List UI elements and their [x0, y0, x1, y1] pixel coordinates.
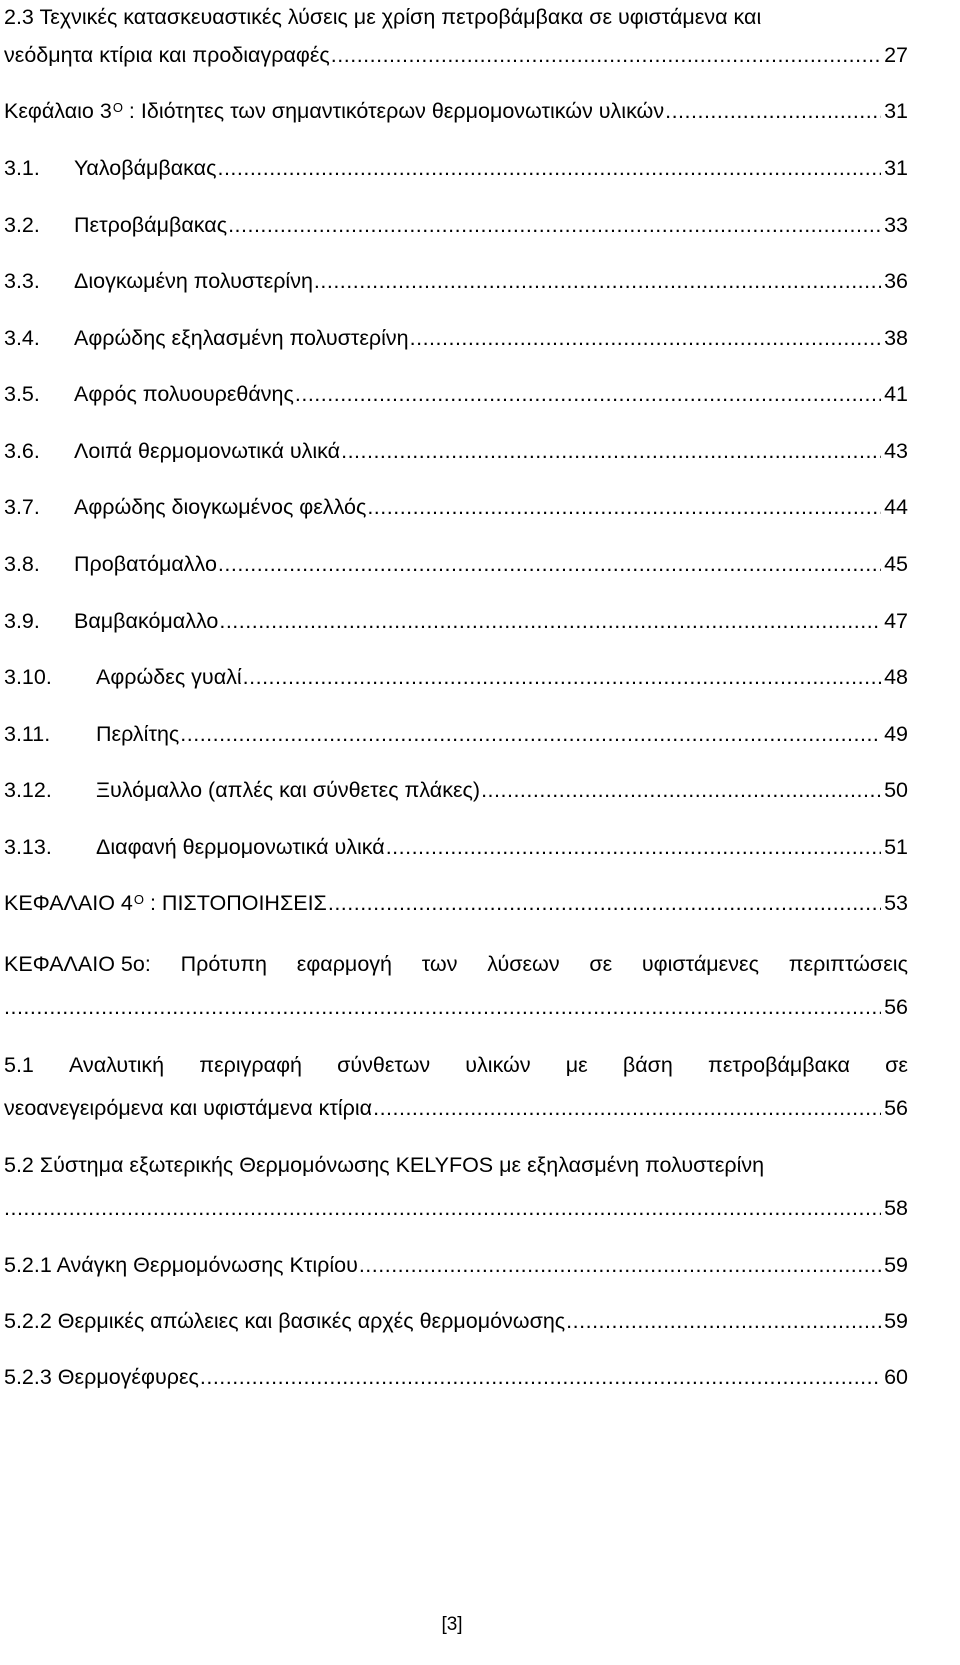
toc-entry-title: Αφρός πολυουρεθάνης: [74, 382, 294, 406]
leader-dots: [217, 153, 881, 183]
toc-entry-3-9[interactable]: [4, 606, 908, 636]
word: Πρότυπη: [180, 952, 268, 976]
leader-dots: [341, 436, 881, 466]
toc-entry-3-10[interactable]: [4, 662, 908, 692]
chapter-label: Κεφάλαιο 3: [4, 99, 112, 123]
toc-entry-5-2-3[interactable]: [4, 1362, 908, 1392]
toc-entry-5-2-1[interactable]: [4, 1250, 908, 1280]
toc-entry-number: 3.3.: [4, 269, 40, 293]
toc-entry-title: νεοανεγειρόμενα και υφιστάμενα κτίρια: [4, 1096, 373, 1120]
leader-dots: [359, 1250, 881, 1280]
toc-entry-number: 3.11.: [4, 722, 51, 746]
toc-page-number: 58: [884, 1196, 908, 1220]
toc-entry-number: 3.5.: [4, 382, 40, 406]
toc-page-number: 41: [884, 382, 908, 406]
leader-dots: [566, 1306, 881, 1336]
leader-dots: [4, 1193, 881, 1223]
toc-entry-title: Προβατόμαλλο: [74, 552, 217, 576]
word: σε: [589, 952, 613, 976]
toc-entry-chapter-5[interactable]: [4, 992, 908, 1022]
toc-entry-number: 3.9.: [4, 609, 40, 633]
toc-page-number: 49: [884, 722, 908, 746]
word: βάση: [622, 1053, 673, 1077]
toc-entry-5-2-line1: 5.2 Σύστημα εξωτερικής Θερμομόνωσης KELYFOS με εξηλασμένη πολυστερίνη: [4, 1153, 765, 1177]
word: ΚΕΦΑΛΑΙΟ 5ο:: [4, 952, 151, 976]
toc-page-number: 47: [884, 609, 908, 633]
toc-entry-number: 3.4.: [4, 326, 40, 350]
toc-page-number: 45: [884, 552, 908, 576]
toc-entry-title: Αφρώδες γυαλί: [96, 665, 242, 689]
word: περιπτώσεις: [788, 952, 908, 976]
toc-entry-3-13[interactable]: [4, 832, 908, 862]
word: Αναλυτική: [69, 1053, 165, 1077]
toc-entry-title: Λοιπά θερμομονωτικά υλικά: [74, 439, 341, 463]
leader-dots: [218, 549, 881, 579]
word: σύνθετων: [337, 1053, 431, 1077]
toc-page-number: 31: [884, 99, 908, 123]
leader-dots: [200, 1362, 881, 1392]
toc-entry-number: 3.13.: [4, 835, 52, 859]
toc-entry-2-3[interactable]: [4, 40, 908, 70]
chapter-title: : ΠΙΣΤΟΠΟΙΗΣΕΙΣ: [144, 891, 327, 915]
toc-page-number: 27: [884, 43, 908, 67]
toc-page-number: 44: [884, 495, 908, 519]
toc-page-number: 33: [884, 213, 908, 237]
toc-page-number: 50: [884, 778, 908, 802]
toc-entry-title: Διογκωμένη πολυστερίνη: [74, 269, 313, 293]
toc-entry-3-3[interactable]: [4, 266, 908, 296]
toc-entry-5-2[interactable]: [4, 1193, 908, 1223]
chapter-label: ΚΕΦΑΛΑΙΟ 4: [4, 891, 133, 915]
toc-entry-title: Πετροβάμβακας: [74, 213, 228, 237]
leader-dots: [386, 832, 881, 862]
toc-entry-title: Ξυλόμαλλο (απλές και σύνθετες πλάκες): [96, 778, 481, 802]
toc-entry-title: Περλίτης: [96, 722, 180, 746]
toc-entry-number: 3.7.: [4, 495, 40, 519]
toc-entry-3-11[interactable]: [4, 719, 908, 749]
toc-entry-5-1-line1: [4, 1050, 908, 1080]
leader-dots: [331, 40, 881, 70]
toc-entry-title: [4, 96, 664, 126]
toc-entry-title: 5.2.2 Θερμικές απώλειες και βασικές αρχές θερμομόνωσης: [4, 1309, 566, 1333]
toc-entry-title: Αφρώδης διογκωμένος φελλός: [74, 495, 367, 519]
toc-entry-3-4[interactable]: [4, 323, 908, 353]
toc-page-number: 59: [884, 1309, 908, 1333]
leader-dots: [4, 992, 881, 1022]
toc-entry-chapter-4[interactable]: [4, 888, 908, 918]
word: υλικών: [465, 1053, 531, 1077]
toc-entry-number: 3.1.: [4, 156, 40, 180]
toc-entry-number: 3.10.: [4, 665, 52, 689]
leader-dots: [295, 379, 881, 409]
word: λύσεων: [487, 952, 560, 976]
toc-page-number: 43: [884, 439, 908, 463]
leader-dots: [228, 210, 881, 240]
toc-entry-title: [4, 888, 327, 918]
ordinal-superscript: Ο: [112, 100, 123, 115]
page-number-footer: [3]: [441, 1614, 463, 1635]
toc-page-number: 31: [884, 156, 908, 180]
word: σε: [885, 1053, 908, 1077]
toc-page-number: 60: [884, 1365, 908, 1389]
toc-page-number: 48: [884, 665, 908, 689]
leader-dots: [481, 775, 881, 805]
toc-page-number: 36: [884, 269, 908, 293]
leader-dots: [180, 719, 881, 749]
leader-dots: [328, 888, 881, 918]
toc-entry-title: Υαλοβάμβακας: [74, 156, 217, 180]
chapter-title: : Ιδιότητες των σημαντικότερων θερμομονωτικών υλικών: [122, 99, 665, 123]
toc-entry-number: 3.2.: [4, 213, 40, 237]
toc-entry-3-6[interactable]: [4, 436, 908, 466]
word: των: [421, 952, 458, 976]
toc-entry-2-3-line1: 2.3 Τεχνικές κατασκευαστικές λύσεις με χρίση πετροβάμβακα σε υφιστάμενα και: [4, 5, 762, 29]
toc-entry-title: 5.2.3 Θερμογέφυρες: [4, 1365, 199, 1389]
leader-dots: [314, 266, 881, 296]
leader-dots: [665, 96, 881, 126]
toc-entry-number: 3.6.: [4, 439, 40, 463]
leader-dots: [219, 606, 881, 636]
word: με: [565, 1053, 588, 1077]
toc-page-number: 38: [884, 326, 908, 350]
toc-page-number: 56: [884, 1096, 908, 1120]
leader-dots: [367, 492, 881, 522]
word: πετροβάμβακα: [707, 1053, 850, 1077]
toc-entry-title: Αφρώδης εξηλασμένη πολυστερίνη: [74, 326, 409, 350]
toc-entry-3-2[interactable]: [4, 210, 908, 240]
toc-entry-number: 3.12.: [4, 778, 52, 802]
toc-entry-title: 5.2.1 Ανάγκη Θερμομόνωσης Κτιρίου: [4, 1253, 358, 1277]
toc-entry-3-5[interactable]: [4, 379, 908, 409]
toc-entry-5-2-2[interactable]: [4, 1306, 908, 1336]
leader-dots: [373, 1093, 881, 1123]
word: 5.1: [4, 1053, 34, 1077]
toc-entry-chapter-3[interactable]: [4, 96, 908, 126]
toc-entry-3-1[interactable]: [4, 153, 908, 183]
toc-entry-number: 3.8.: [4, 552, 40, 576]
leader-dots: [243, 662, 881, 692]
toc-entry-3-8[interactable]: [4, 549, 908, 579]
toc-page-number: 53: [884, 891, 908, 915]
toc-entry-3-7[interactable]: [4, 492, 908, 522]
toc-entry-title: Διαφανή θερμομονωτικά υλικά: [96, 835, 385, 859]
ordinal-superscript: Ο: [133, 892, 145, 907]
word: περιγραφή: [199, 1053, 302, 1077]
toc-entry-5-1[interactable]: [4, 1093, 908, 1123]
toc-entry-title: νεόδμητα κτίρια και προδιαγραφές: [4, 43, 330, 67]
toc-page-number: 51: [884, 835, 908, 859]
toc-entry-title: Βαμβακόμαλλο: [74, 609, 219, 633]
leader-dots: [410, 323, 881, 353]
toc-page-number: 56: [884, 995, 908, 1019]
toc-entry-chapter-5-line1: [4, 949, 908, 979]
toc-page-number: 59: [884, 1253, 908, 1277]
word: υφιστάμενες: [641, 952, 759, 976]
word: εφαρμογή: [296, 952, 392, 976]
toc-entry-3-12[interactable]: [4, 775, 908, 805]
